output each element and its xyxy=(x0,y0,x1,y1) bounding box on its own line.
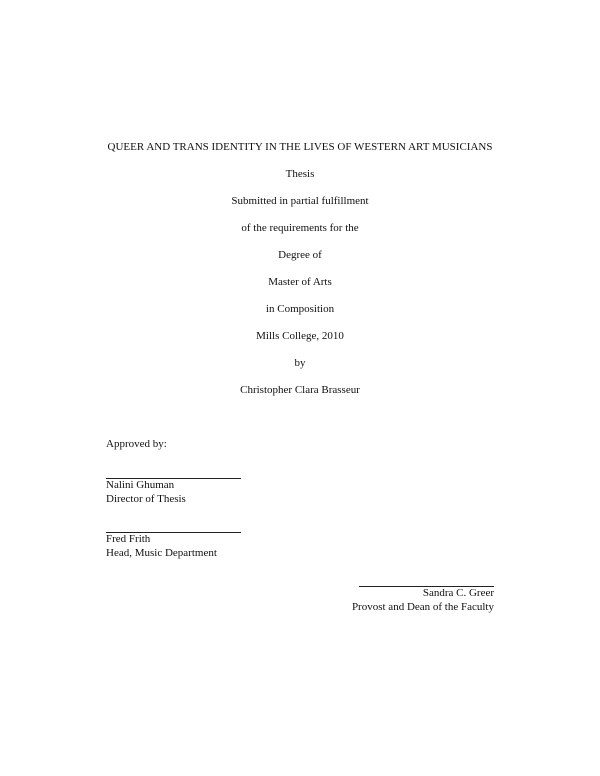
institution-year: Mills College, 2010 xyxy=(256,330,344,342)
signatory-1-role: Director of Thesis xyxy=(106,493,186,505)
degree-name: Master of Arts xyxy=(268,276,332,288)
submission-line-2: of the requirements for the xyxy=(241,222,359,234)
signatory-2-role: Head, Music Department xyxy=(106,547,217,559)
signatory-2-name: Fred Frith xyxy=(106,533,151,545)
by-line: by xyxy=(294,357,306,369)
signatory-3-name: Sandra C. Greer xyxy=(422,587,494,599)
author-name: Christopher Clara Brasseur xyxy=(240,384,360,396)
signatory-3-role: Provost and Dean of the Faculty xyxy=(351,601,494,613)
signatory-1-name: Nalini Ghuman xyxy=(106,479,175,491)
submission-line-1: Submitted in partial fulfillment xyxy=(231,195,369,207)
approved-by-label: Approved by: xyxy=(106,438,167,450)
thesis-title: QUEER AND TRANS IDENTITY IN THE LIVES OF WESTERN ART MUSICIANS xyxy=(107,141,493,153)
document-type: Thesis xyxy=(285,168,315,180)
degree-line: Degree of xyxy=(278,249,322,261)
discipline: in Composition xyxy=(265,303,335,315)
